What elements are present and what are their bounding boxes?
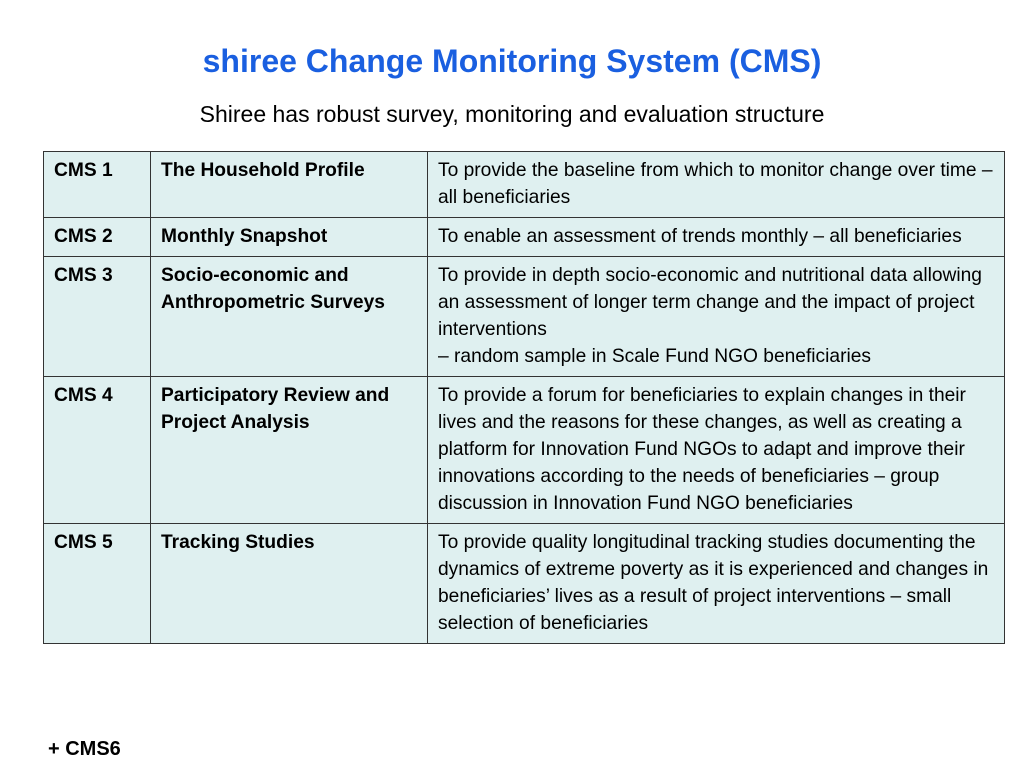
table-row [44, 524, 1005, 644]
cms-description: To provide quality longitudinal tracking studies documenting the dynamics of extreme poverty as it is experienced and changes in beneficiaries’ lives as a result of project interventions – small selection of beneficiaries [428, 524, 1005, 644]
cms-code: CMS 2 [44, 218, 151, 257]
footer-note: + CMS6 [48, 738, 121, 760]
table-row [44, 218, 1005, 257]
cms-description: To enable an assessment of trends monthly – all beneficiaries [428, 218, 1005, 257]
cms-description: To provide the baseline from which to monitor change over time – all beneficiaries [428, 152, 1005, 218]
cms-name: Tracking Studies [151, 524, 428, 644]
page-title: shiree Change Monitoring System (CMS) [202, 43, 822, 79]
cms-table [43, 151, 1005, 644]
table-row [44, 152, 1005, 218]
cms-name: Monthly Snapshot [151, 218, 428, 257]
cms-name: Socio-economic and Anthropometric Surveys [151, 257, 428, 377]
cms-description: To provide in depth socio-economic and nutritional data allowing an assessment of longer term change and the impact of project interventions – random sample in Scale Fund NGO beneficiaries [428, 257, 1005, 377]
cms-description: To provide a forum for beneficiaries to explain changes in their lives and the reasons for these changes, as well as creating a platform for Innovation Fund NGOs to adapt and improve their innovations according to the needs of beneficiaries – group discussion in Innovation Fund NGO beneficiaries [428, 377, 1005, 524]
cms-code: CMS 4 [44, 377, 151, 524]
table-row [44, 257, 1005, 377]
page-subtitle: Shiree has robust survey, monitoring and evaluation structure [199, 101, 825, 127]
cms-code: CMS 3 [44, 257, 151, 377]
cms-code: CMS 1 [44, 152, 151, 218]
table-row [44, 377, 1005, 524]
cms-code: CMS 5 [44, 524, 151, 644]
cms-name: Participatory Review and Project Analysis [151, 377, 428, 524]
cms-name: The Household Profile [151, 152, 428, 218]
